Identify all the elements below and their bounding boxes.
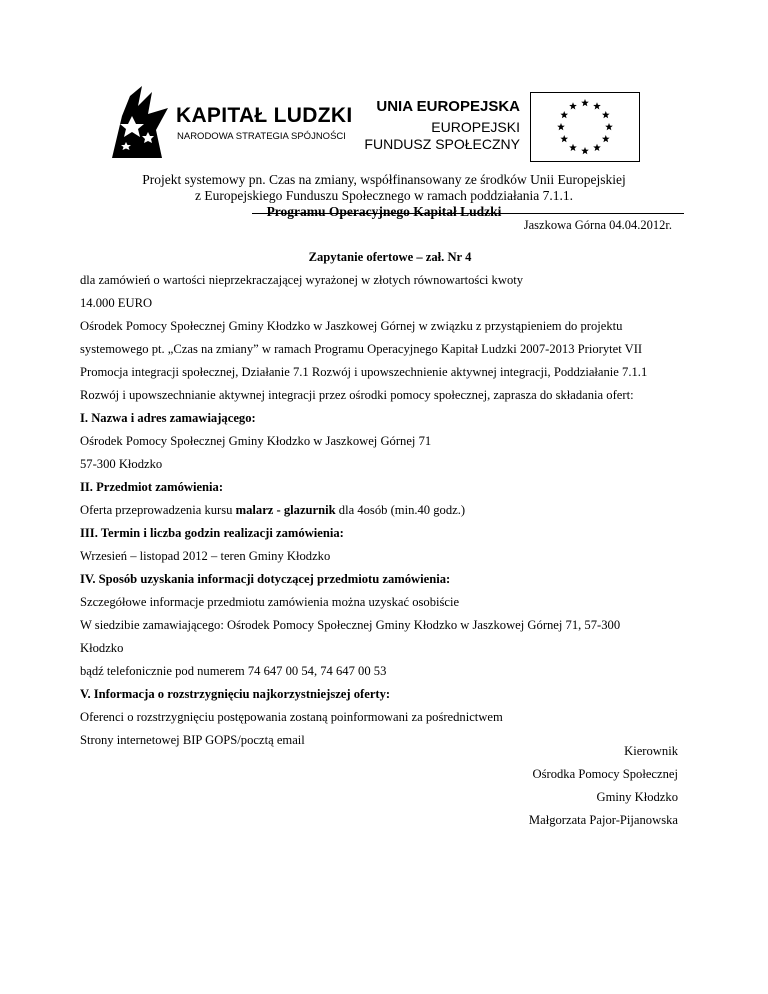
section-4-line: Kłodzko bbox=[80, 641, 124, 655]
signature-line: Małgorzata Pajor-Pijanowska bbox=[528, 813, 678, 827]
signature-line: Gminy Kłodzko bbox=[596, 790, 678, 804]
course-suffix: dla 4osób (min.40 godz.) bbox=[335, 503, 466, 517]
kapital-ludzki-logo-emblem bbox=[112, 86, 168, 158]
course-name: malarz - glazurnik bbox=[235, 503, 336, 517]
course-prefix: Oferta przeprowadzenia kursu bbox=[80, 503, 236, 517]
section-1-heading: I. Nazwa i adres zamawiającego: bbox=[80, 411, 256, 425]
document-date: Jaszkowa Górna 04.04.2012r. bbox=[523, 218, 672, 232]
logo-banner bbox=[0, 0, 768, 170]
section-1-line: 57-300 Kłodzko bbox=[80, 457, 163, 471]
section-2-line bbox=[80, 499, 700, 522]
intro-line: Promocja integracji społecznej, Działanie 7.1 Rozwój i upowszechnienie aktywnej integracji, Poddziałanie 7.1.1 bbox=[80, 365, 648, 379]
section-2-heading: II. Przedmiot zamówienia: bbox=[80, 480, 224, 494]
ue-subtitle-2: FUNDUSZ SPOŁECZNY bbox=[364, 136, 520, 152]
eu-flag-icon bbox=[530, 92, 640, 162]
intro-line: systemowego pt. „Czas na zmiany” w ramach Programu Operacyjnego Kapitał Ludzki 2007-2013 Priorytet VII bbox=[80, 342, 643, 356]
header-line-1: Projekt systemowy pn. Czas na zmiany, współfinansowany ze środków Unii Europejskiej bbox=[142, 172, 626, 187]
kapital-ludzki-subtitle: NARODOWA STRATEGIA SPÓJNOŚCI bbox=[177, 131, 346, 142]
section-5-line: Strony internetowej BIP GOPS/pocztą email bbox=[80, 733, 305, 747]
section-1-line: Ośrodek Pomocy Społecznej Gminy Kłodzko w Jaszkowej Górnej 71 bbox=[80, 434, 432, 448]
section-3-line: Wrzesień – listopad 2012 – teren Gminy Kłodzko bbox=[80, 549, 331, 563]
section-5-heading: V. Informacja o rozstrzygnięciu najkorzystniejszej oferty: bbox=[80, 687, 391, 701]
intro-line: Ośrodek Pomocy Społecznej Gminy Kłodzko w Jaszkowej Górnej w związku z przystąpieniem do projektu bbox=[80, 319, 623, 333]
section-3-heading: III. Termin i liczba godzin realizacji zamówienia: bbox=[80, 526, 344, 540]
section-4-line: bądź telefonicznie pod numerem 74 647 00 54, 74 647 00 53 bbox=[80, 664, 387, 678]
ue-title: UNIA EUROPEJSKA bbox=[376, 98, 520, 115]
kapital-ludzki-title: KAPITAŁ LUDZKI bbox=[176, 104, 353, 127]
signature-line: Kierownik bbox=[624, 744, 678, 758]
header-line-3: Programu Operacyjnego Kapitał Ludzki bbox=[266, 204, 502, 219]
signature-block bbox=[529, 740, 678, 832]
document-body bbox=[80, 246, 700, 752]
section-4-heading: IV. Sposób uzyskania informacji dotyczącej przedmiotu zamówienia: bbox=[80, 572, 451, 586]
header-divider bbox=[252, 213, 684, 214]
section-4-line: W siedzibie zamawiającego: Ośrodek Pomocy Społecznej Gminy Kłodzko w Jaszkowej Górnej 71, 57-300 bbox=[80, 618, 621, 632]
intro-line: dla zamówień o wartości nieprzekraczającej wyrażonej w złotych równowartości kwoty bbox=[80, 273, 524, 287]
signature-line: Ośrodka Pomocy Społecznej bbox=[532, 767, 678, 781]
header-line-2: z Europejskiego Funduszu Społecznego w ramach poddziałania 7.1.1. bbox=[195, 188, 573, 203]
intro-line: Rozwój i upowszechnianie aktywnej integracji przez ośrodki pomocy społecznej, zaprasza do składania ofert: bbox=[80, 388, 634, 402]
intro-line: 14.000 EURO bbox=[80, 296, 153, 310]
ue-subtitle-1: EUROPEJSKI bbox=[431, 119, 520, 135]
section-5-line: Oferenci o rozstrzygnięciu postępowania zostaną poinformowani za pośrednictwem bbox=[80, 710, 503, 724]
section-4-line: Szczegółowe informacje przedmiotu zamówienia można uzyskać osobiście bbox=[80, 595, 460, 609]
document-title: Zapytanie ofertowe – zał. Nr 4 bbox=[308, 250, 472, 264]
